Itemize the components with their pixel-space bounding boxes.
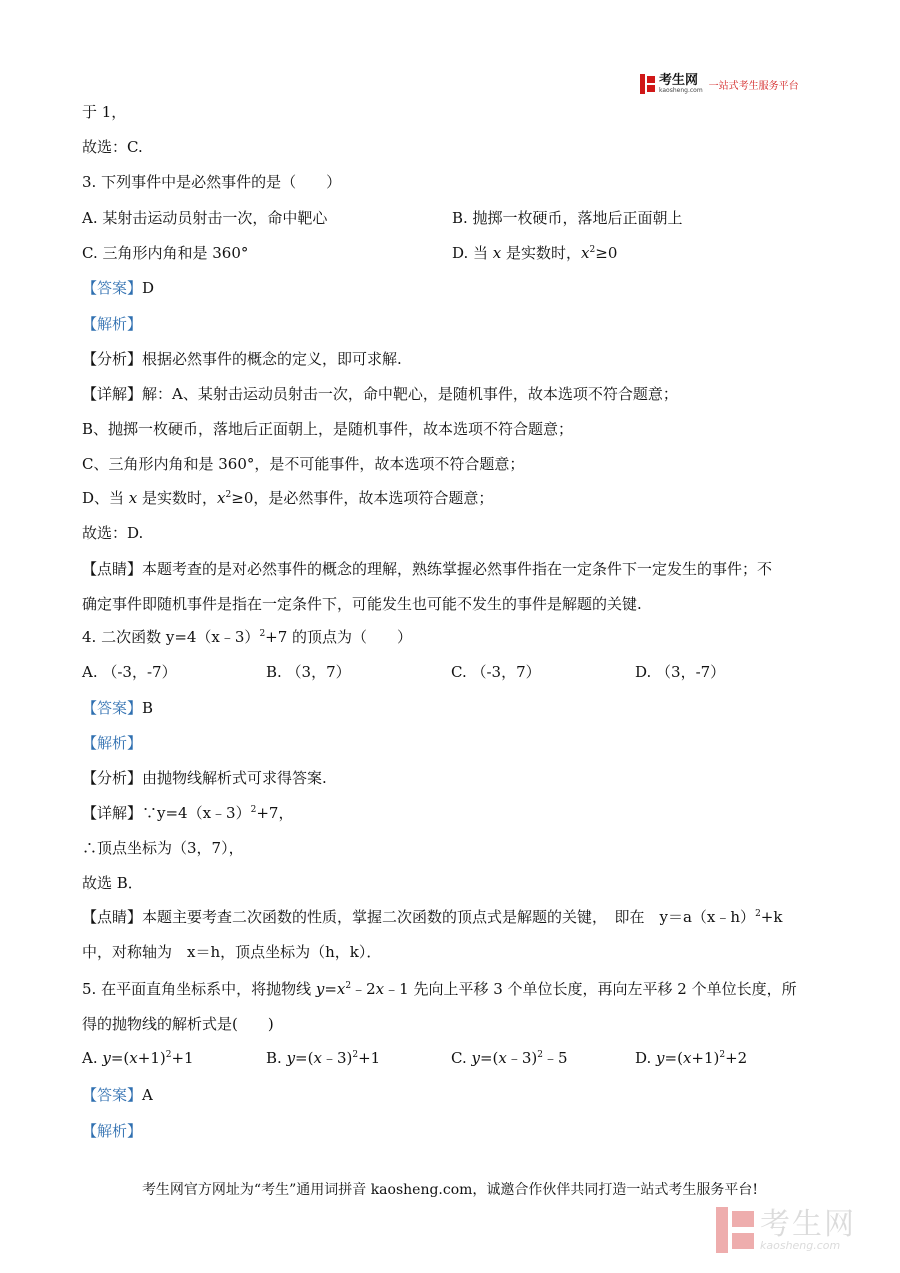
watermark	[716, 1205, 856, 1255]
text-line: 于 1，	[82, 103, 127, 121]
q3-option-a: A. 某射击运动员射击一次，命中靶心	[82, 209, 328, 227]
header-logo	[640, 70, 799, 98]
q4-option-c: C. （-3，7）	[451, 663, 541, 681]
logo-slogan: 一站式考生服务平台	[708, 80, 799, 92]
q3-analysis: 【分析】根据必然事件的概念的定义，即可求解.	[82, 350, 402, 368]
logo-domain: kaosheng.com	[659, 87, 703, 94]
text-line: 故选：C.	[82, 138, 143, 156]
kaosheng-watermark-icon	[716, 1207, 754, 1253]
q4-detail-2: ∴顶点坐标为（3，7），	[82, 839, 244, 857]
q3-conclusion: 故选：D.	[82, 524, 144, 542]
q5-option-a: A. $y=(x+1)^2+1$	[82, 1049, 194, 1067]
logo-name: 考生网	[659, 73, 699, 88]
q4-option-a: A. （-3，-7）	[82, 663, 177, 681]
q3-option-d: D. 当 x 是实数时，$x^2\ge 0$	[452, 244, 618, 262]
q3-jiexi-heading: 【解析】	[82, 315, 143, 333]
q5-answer: 【答案】A	[82, 1086, 153, 1104]
q4-conclusion: 故选 B．	[82, 874, 143, 892]
footer-text: 考生网官方网址为“考生”通用词拼音 kaosheng.com，诚邀合作伙伴共同打造一站式考生服务平台!	[141, 1182, 759, 1198]
q4-answer: 【答案】B	[82, 699, 154, 717]
q3-detail-3: C、三角形内角和是 360°，是不可能事件，故本选项不符合题意；	[82, 455, 525, 473]
q4-jiexi-heading: 【解析】	[82, 734, 143, 752]
q4-option-b: B. （3，7）	[266, 663, 351, 681]
q4-option-d: D. （3，-7）	[635, 663, 726, 681]
q5-jiexi-heading: 【解析】	[82, 1122, 143, 1140]
q3-detail-2: B、抛掷一枚硬币，落地后正面朝上，是随机事件，故本选项不符合题意；	[82, 420, 574, 438]
q5-option-d: D. $y=(x+1)^2+2$	[635, 1049, 748, 1067]
q3-option-b: B. 抛掷一枚硬币，落地后正面朝上	[452, 209, 683, 227]
q4-comment-2: 中，对称轴为 x＝h，顶点坐标为（h，k）．	[82, 943, 382, 961]
watermark-name: 考生网	[760, 1206, 856, 1242]
q5-option-b: B. y=(x﹣3)$^2$+1	[266, 1049, 381, 1067]
question-4-stem: 4. 二次函数 y=4（x﹣3）$^2$+7 的顶点为（ ）	[82, 628, 413, 646]
q3-option-c: C. 三角形内角和是 360°	[82, 244, 249, 262]
q3-answer: 【答案】D	[82, 279, 155, 297]
question-5-stem-1: 5. 在平面直角坐标系中，将抛物线 $y=x^2﹣2x﹣1$ 先向上平移 3 个单位长度，再向左平移 2 个单位长度，所	[82, 980, 797, 998]
watermark-domain: kaosheng.com	[760, 1238, 841, 1252]
q4-comment-1: 【点睛】本题主要考查二次函数的性质，掌握二次函数的顶点式是解题的关键， 即在 y＝a（x﹣h）$^2$+k	[82, 908, 783, 926]
q4-detail-1: 【详解】∵y=4（x﹣3）$^2$+7，	[82, 804, 294, 822]
question-3-stem: 3. 下列事件中是必然事件的是（ ）	[82, 173, 342, 191]
q3-detail-4: D、当 x 是实数时，$x^2\ge 0$，是必然事件，故本选项符合题意；	[82, 489, 494, 507]
q5-option-c: C. y=(x﹣3)$^2$﹣5	[451, 1049, 568, 1067]
kaosheng-logo-icon	[640, 74, 655, 94]
q3-comment-1: 【点睛】本题考查的是对必然事件的概念的理解，熟练掌握必然事件指在一定条件下一定发生的事件；不	[82, 560, 773, 578]
q4-analysis: 【分析】由抛物线解析式可求得答案.	[82, 769, 327, 787]
q3-detail-1: 【详解】解：A、某射击运动员射击一次，命中靶心，是随机事件，故本选项不符合题意；	[82, 385, 678, 403]
question-5-stem-2: 得的抛物线的解析式是( )	[82, 1015, 274, 1033]
q3-comment-2: 确定事件即随机事件是指在一定条件下，可能发生也可能不发生的事件是解题的关键.	[82, 595, 642, 613]
